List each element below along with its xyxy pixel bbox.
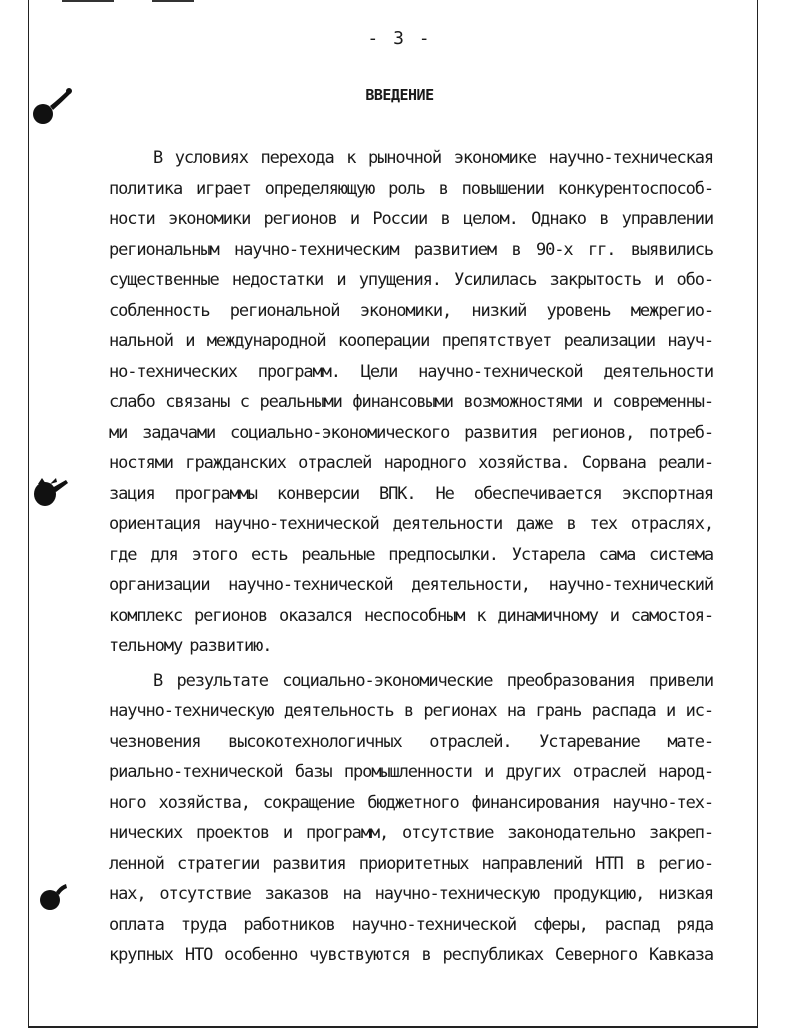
text-line: чезновения высокотехнологичных отраслей. Устаревание мате- — [109, 731, 713, 752]
text-line: ности экономики регионов и России в целом. Однако в управлении — [109, 209, 713, 229]
top-edge-mark — [62, 0, 114, 2]
text-line: В результате социально-экономические преобразования привели — [153, 670, 713, 691]
paragraph — [109, 143, 713, 662]
page-number: - 3 - — [367, 28, 432, 49]
punch-hole-blot-bottom — [32, 880, 72, 918]
text-line: оплата труда работников научно-технической сферы, распад ряда — [109, 914, 713, 935]
text-line: организации научно-технической деятельности, научно-технический — [109, 575, 713, 595]
punch-hole-blot-middle — [30, 472, 74, 514]
text-line: комплекс регионов оказался неспособным к динамичному и самостоя- — [109, 605, 713, 626]
text-line: ми задачами социально-экономического развития регионов, потреб- — [109, 422, 713, 443]
text-line: риально-технической базы промышленности и других отраслей народ- — [109, 762, 713, 782]
text-line: политика играет определяющую роль в повышении конкурентоспособ- — [109, 178, 713, 199]
text-line: В условиях перехода к рыночной экономике научно-техническая — [153, 148, 713, 168]
text-line: региональным научно-техническим развитием в 90-х гг. выявились — [109, 239, 713, 260]
text-line: ориентация научно-технической деятельности даже в тех отраслях, — [109, 514, 713, 534]
text-line: тельному развитию. — [109, 636, 272, 656]
text-line: ного хозяйства, сокращение бюджетного финансирования научно-тех- — [109, 792, 713, 813]
top-edge-mark — [152, 0, 194, 2]
text-line: собленность региональной экономики, низкий уровень межрегио- — [109, 300, 713, 321]
text-line: нальной и международной кооперации препятствует реализации науч- — [109, 331, 713, 351]
text-line: ленной стратегии развития приоритетных направлений НТП в регио- — [109, 853, 713, 874]
paragraph — [109, 666, 713, 971]
text-line: крупных НТО особенно чувствуются в республиках Северного Кавказа — [109, 945, 713, 965]
text-line: где для этого есть реальные предпосылки. Устарела сама система — [109, 544, 713, 565]
text-line: нических проектов и программ, отсутствие законодательно закреп- — [109, 823, 713, 843]
text-line: ностями гражданских отраслей народного хозяйства. Сорвана реали- — [109, 453, 713, 473]
text-line: зация программы конверсии ВПК. Не обеспечивается экспортная — [109, 483, 713, 504]
text-line: но-технических программ. Цели научно-технической деятельности — [109, 361, 713, 382]
text-line: слабо связаны с реальными финансовыми возможностями и современны- — [109, 392, 713, 412]
section-heading: ВВЕДЕНИЕ — [365, 86, 434, 104]
text-line: научно-техническую деятельность в регионах на грань распада и ис- — [109, 701, 713, 721]
text-line: существенные недостатки и упущения. Усилилась закрытость и обо- — [109, 270, 713, 290]
text-line: нах, отсутствие заказов на научно-техническую продукцию, низкая — [109, 884, 713, 904]
body-text — [109, 143, 713, 971]
